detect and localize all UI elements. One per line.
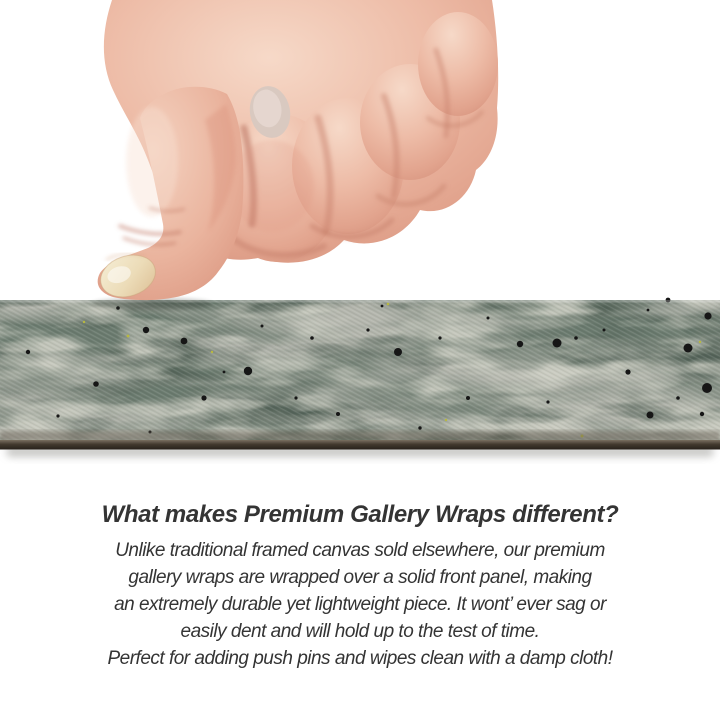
pinky-knuckle (418, 12, 498, 116)
canvas-weave-texture (0, 300, 720, 441)
description-line: an extremely durable yet lightweight piece. It wont’ ever sag or (114, 594, 606, 615)
canvas-panel-dark-edge (0, 440, 720, 450)
description-line: Perfect for adding push pins and wipes clean with a damp cloth! (107, 648, 613, 669)
product-description (0, 499, 720, 672)
hand-pressing-illustration (95, 0, 498, 304)
description-line: Unlike traditional framed canvas sold elsewhere, our premium (115, 540, 605, 561)
canvas-edge-strip (0, 298, 720, 457)
description-heading: What makes Premium Gallery Wraps different? (101, 501, 619, 528)
strip-bottom-shade (0, 431, 720, 441)
description-line: easily dent and will hold up to the test of time. (180, 621, 540, 642)
thumb-highlight (126, 107, 178, 217)
description-line: gallery wraps are wrapped over a solid front panel, making (128, 567, 592, 588)
